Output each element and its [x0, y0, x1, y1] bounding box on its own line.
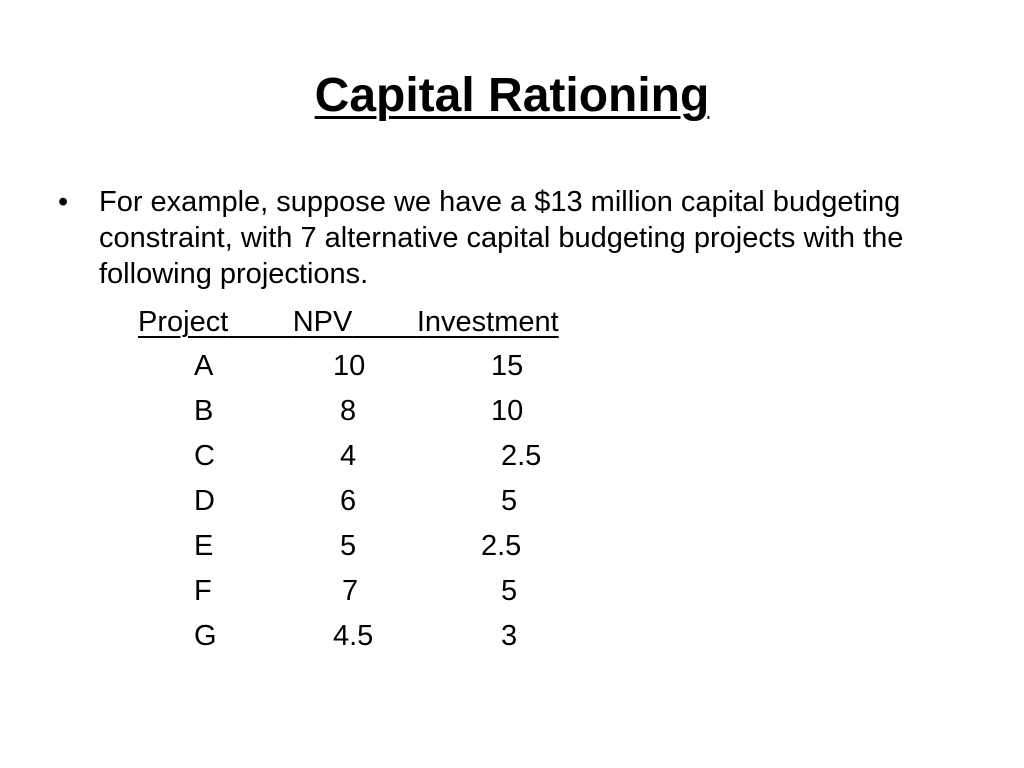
bullet-text: For example, suppose we have a $13 million capital budgeting constraint, with 7 alternative capital budgeting projects with the following projections.	[99, 186, 904, 290]
npv-cell: 8	[340, 395, 357, 427]
project-cell: G	[194, 620, 217, 652]
header-npv: NPV	[292, 306, 353, 338]
investment-cell: 5	[501, 485, 518, 517]
bullet-marker: •	[58, 186, 69, 218]
project-cell: B	[194, 395, 214, 427]
table-row	[0, 393, 1024, 429]
investment-cell: 15	[491, 350, 524, 382]
npv-cell: 10	[333, 350, 366, 382]
table-row	[0, 438, 1024, 474]
table-row	[0, 348, 1024, 384]
project-cell: C	[194, 440, 215, 472]
investment-cell: 2.5	[481, 530, 522, 562]
investment-cell: 3	[501, 620, 518, 652]
slide-title: Capital Rationing	[314, 69, 710, 122]
project-cell: F	[194, 575, 212, 607]
npv-cell: 5	[340, 530, 357, 562]
table-row	[0, 483, 1024, 519]
npv-cell: 7	[342, 575, 359, 607]
investment-cell: 2.5	[501, 440, 542, 472]
table-header	[138, 304, 559, 340]
header-investment: Investment	[416, 306, 559, 338]
npv-cell: 4	[340, 440, 357, 472]
investment-cell: 10	[491, 395, 524, 427]
project-cell: D	[194, 485, 215, 517]
investment-cell: 5	[501, 575, 518, 607]
project-cell: A	[194, 350, 214, 382]
table-row	[0, 528, 1024, 564]
npv-cell: 6	[340, 485, 357, 517]
table-row	[0, 618, 1024, 654]
project-cell: E	[194, 530, 214, 562]
npv-cell: 4.5	[333, 620, 374, 652]
header-project: Project	[138, 306, 229, 338]
table-row	[0, 573, 1024, 609]
